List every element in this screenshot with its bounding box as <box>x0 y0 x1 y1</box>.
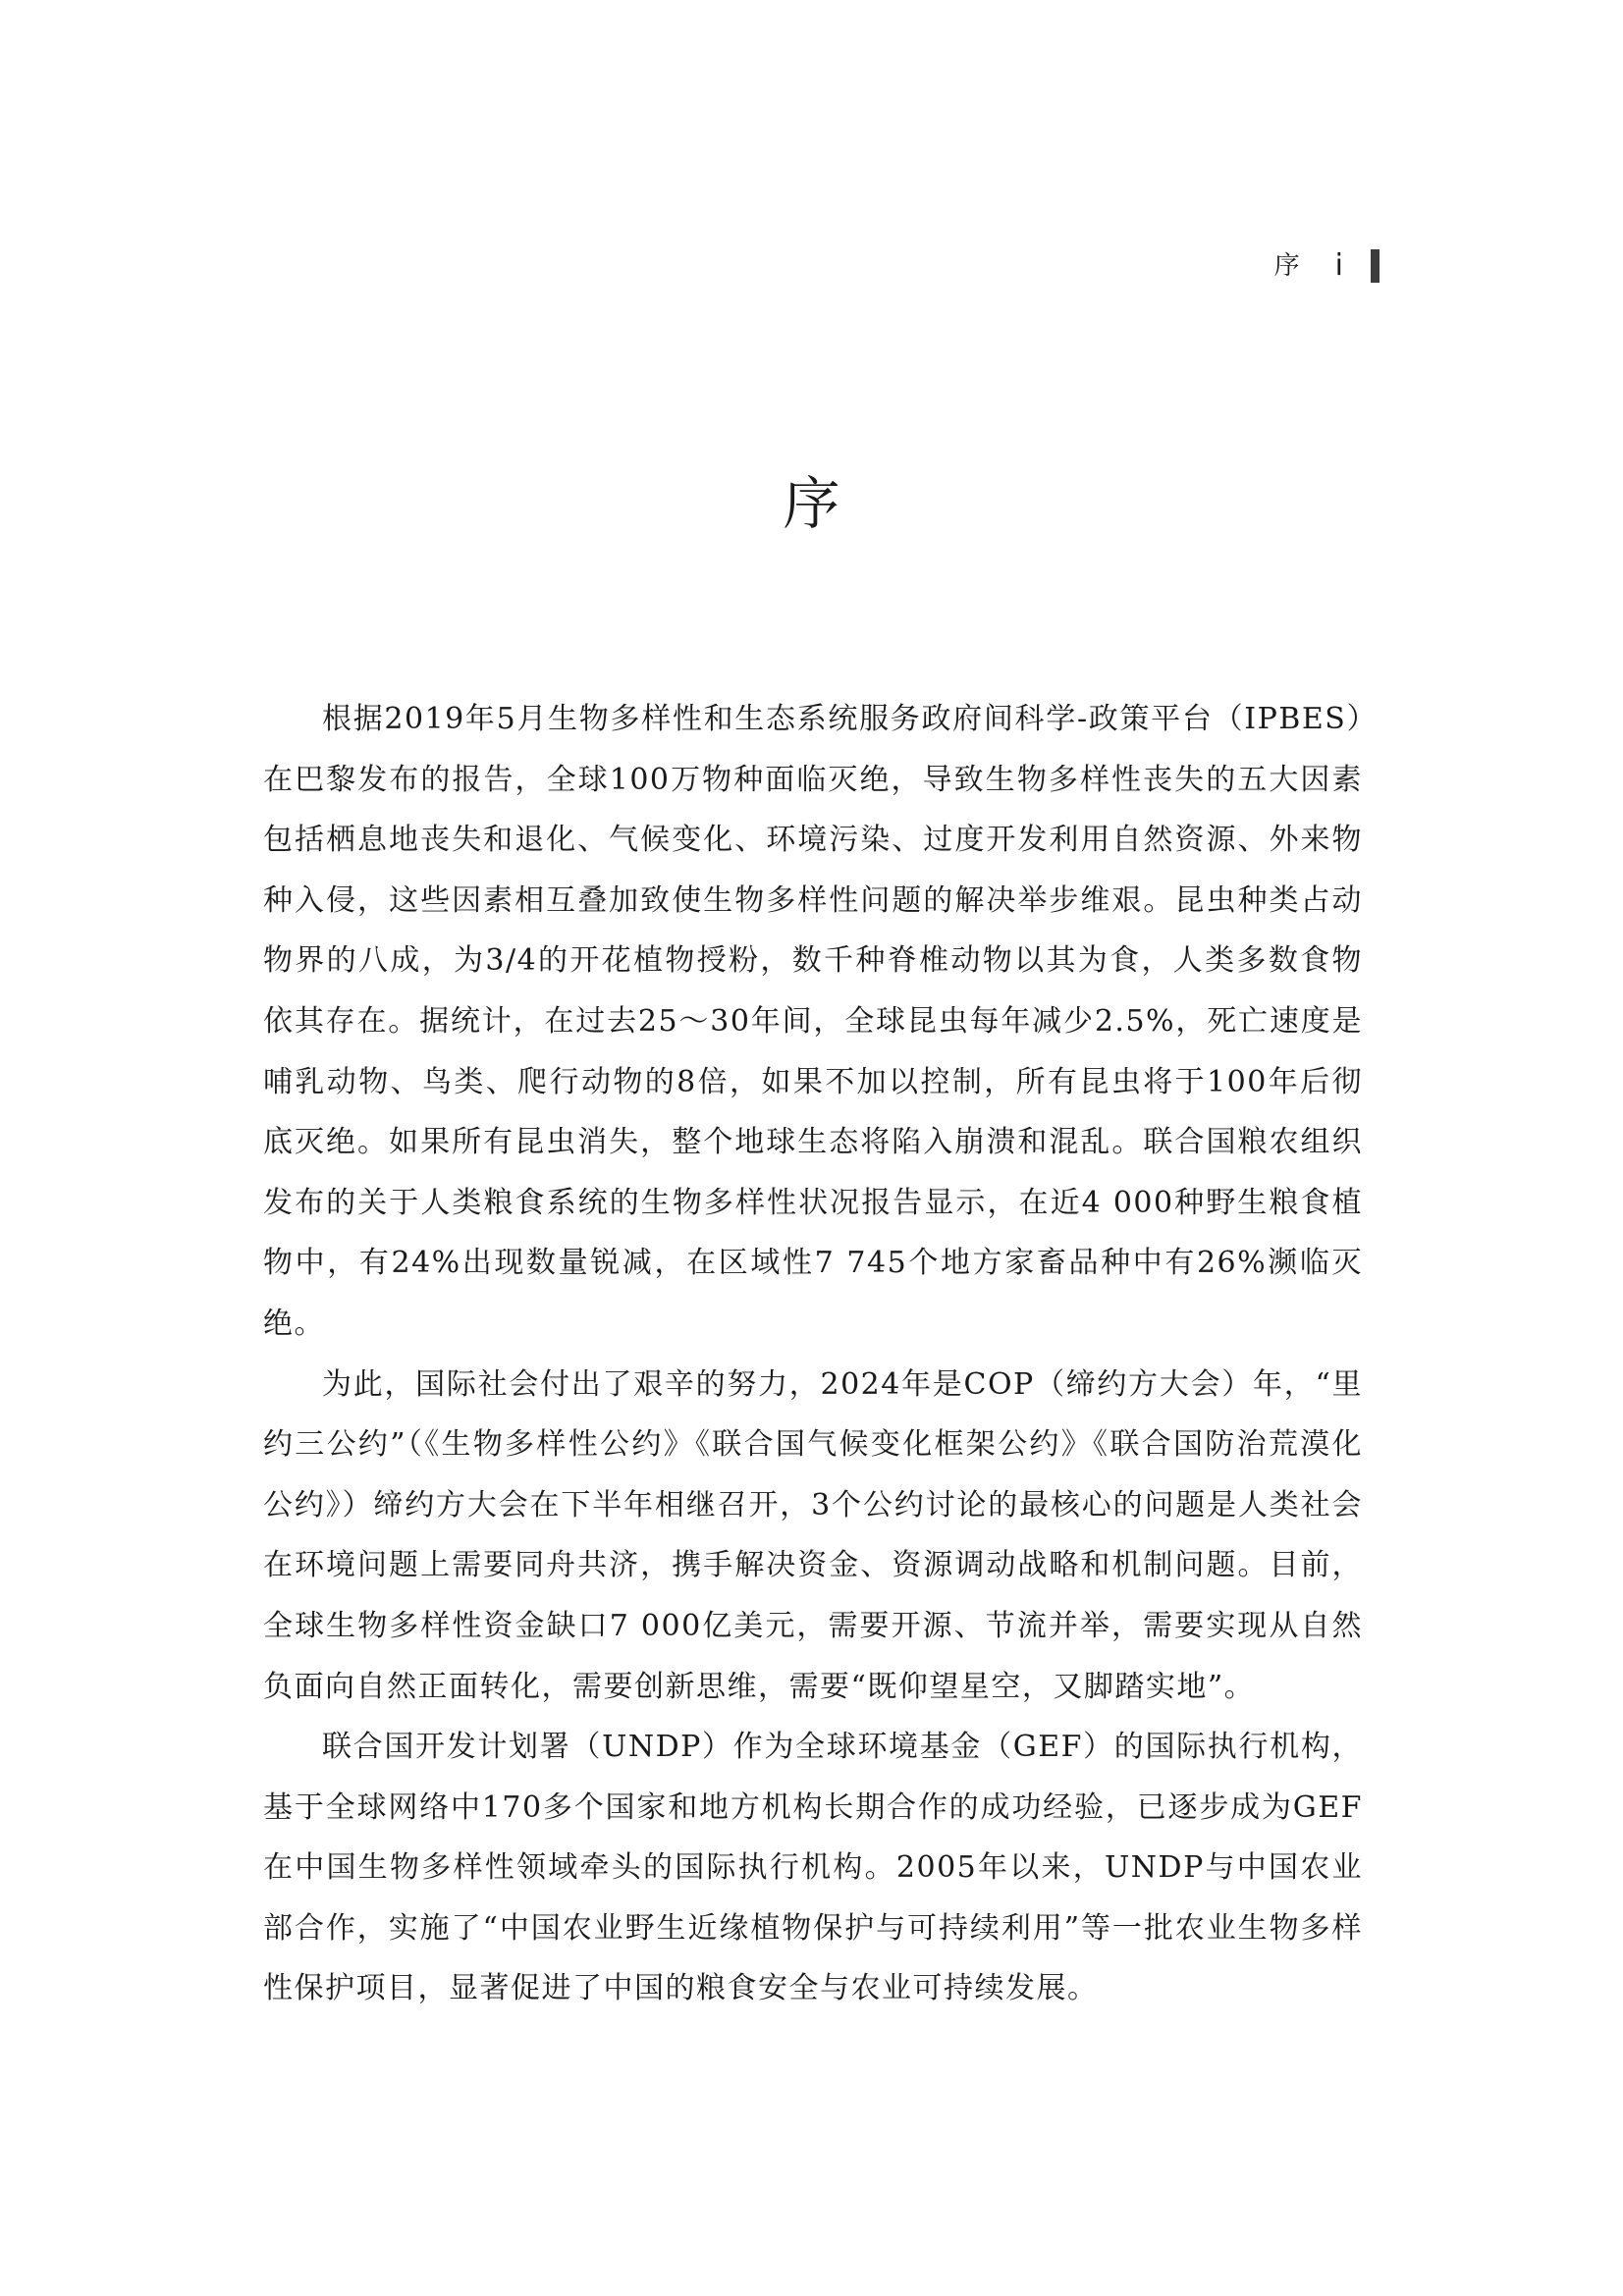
paragraph: 根据2019年5月生物多样性和生态系统服务政府间科学-政策平台（IPBES）在巴黎发布的报告，全球100万物种面临灭绝，导致生物多样性丧失的五大因素包括栖息地丧失和退化、气候变化、环境污染、过度开发利用自然资源、外来物种入侵，这些因素相互叠加致使生物多样性问题的解决举步维艰。昆虫种类占动物界的八成，为3/4的开花植物授粉，数千种脊椎动物以其为食，人类多数食物依其存在。据统计，在过去25～30年间，全球昆虫每年减少2.5%，死亡速度是哺乳动物、鸟类、爬行动物的8倍，如果不加以控制，所有昆虫将于100年后彻底灭绝。如果所有昆虫消失，整个地球生态将陷入崩溃和混乱。联合国粮农组织发布的关于人类粮食系统的生物多样性状况报告显示，在近4 000种野生粮食植物中，有24%出现数量锐减，在区域性7 745个地方家畜品种中有26%濒临灭绝。 <box>263 702 1363 1341</box>
running-header-section: 序 <box>1273 251 1302 281</box>
header-bar-marker <box>1371 249 1380 283</box>
page-number: i <box>1334 248 1343 283</box>
body-text <box>263 689 1363 2019</box>
running-header <box>1274 249 1380 283</box>
paragraph: 联合国开发计划署（UNDP）作为全球环境基金（GEF）的国际执行机构，基于全球网络中170多个国家和地方机构长期合作的成功经验，已逐步成为GEF在中国生物多样性领域牵头的国际执行机构。2005年以来，UNDP与中国农业部合作，实施了“中国农业野生近缘植物保护与可持续利用”等一批农业生物多样性保护项目，显著促进了中国的粮食安全与农业可持续发展。 <box>263 1730 1363 2006</box>
paragraph: 为此，国际社会付出了艰辛的努力，2024年是COP（缔约方大会）年，“里约三公约”（《生物多样性公约》《联合国气候变化框架公约》《联合国防治荒漠化公约》）缔约方大会在下半年相继召开，3个公约讨论的最核心的问题是人类社会在环境问题上需要同舟共济，携手解决资金、资源调动战略和机制问题。目前，全球生物多样性资金缺口7 000亿美元，需要开源、节流并举，需要实现从自然负面向自然正面转化，需要创新思维，需要“既仰望星空，又脚踏实地”。 <box>263 1366 1363 1704</box>
page-title: 序 <box>783 470 840 537</box>
